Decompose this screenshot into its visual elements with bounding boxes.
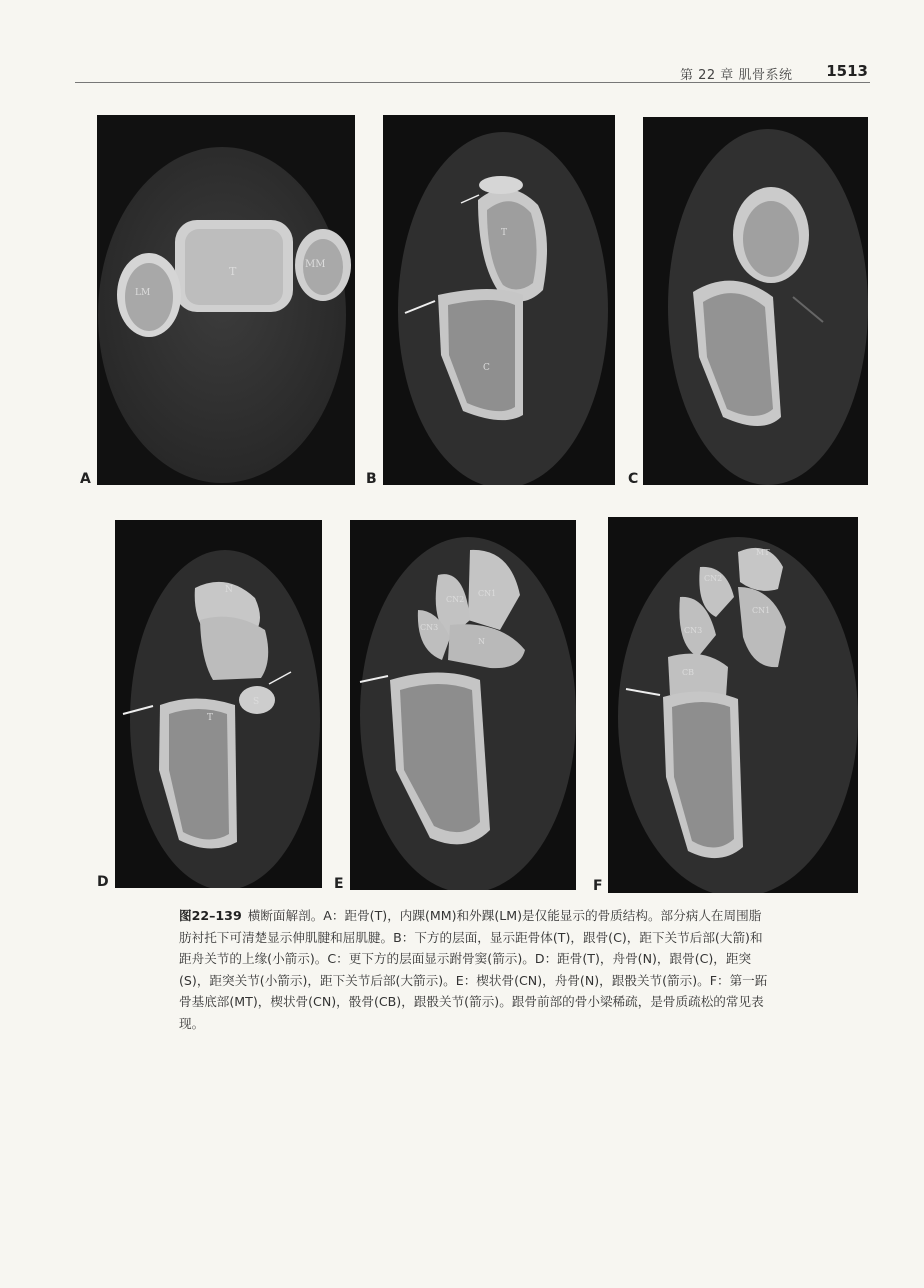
label-mm: MM	[305, 259, 326, 270]
label-cn3: CN3	[684, 626, 703, 635]
ct-image-b	[383, 115, 615, 485]
ct-image-d	[115, 520, 322, 888]
label-n: N	[478, 637, 485, 646]
running-header	[75, 58, 870, 83]
panel-label-a: A	[80, 471, 91, 487]
label-cn1: CN1	[478, 589, 497, 598]
ct-image-f	[608, 517, 858, 893]
label-mt: MT	[756, 548, 770, 557]
label-n: N	[225, 585, 233, 595]
label-t: T	[229, 265, 237, 278]
label-t: T	[207, 713, 214, 723]
label-cn2: CN2	[446, 595, 465, 604]
figure-number: 图22–139	[179, 908, 242, 923]
ct-image-e	[350, 520, 576, 890]
label-lm: LM	[135, 288, 151, 298]
label-t: T	[501, 228, 508, 238]
panel-label-f: F	[593, 878, 603, 894]
figure-caption	[179, 905, 769, 1034]
caption-text: 横断面解剖。A：距骨(T)，内踝(MM)和外踝(LM)是仅能显示的骨质结构。部分病人在周围脂肪衬托下可清楚显示伸肌腱和屈肌腱。B：下方的层面，显示距骨体(T)，跟骨(C)，距下关节后部(大箭)和距舟关节的上缘(小箭示)。C：更下方的层面显示跗骨窦(箭示)。D：距骨(T)，舟骨(N)，跟骨(C)，距突(S)，距突关节(小箭示)，距下关节后部(大箭示)。E：楔状骨(CN)，舟骨(N)，跟骰关节(箭示)。F：第一跖骨基底部(MT)，楔状骨(CN)，骰骨(CB)，跟骰关节(箭示)。跟骨前部的骨小梁稀疏，是骨质疏松的常见表现。	[179, 908, 768, 1031]
ct-image-a	[97, 115, 355, 485]
chapter-title: 第 22 章 肌骨系统	[680, 68, 793, 83]
label-c: C	[483, 363, 490, 373]
label-cn2: CN2	[704, 574, 723, 583]
label-s: S	[253, 697, 260, 707]
label-cb: CB	[682, 668, 694, 677]
label-cn1: CN1	[752, 606, 771, 615]
panel-label-c: C	[628, 471, 639, 487]
panel-label-d: D	[97, 874, 109, 890]
panel-label-b: B	[366, 471, 377, 487]
panel-label-e: E	[334, 876, 344, 892]
ct-image-c	[643, 117, 868, 485]
label-cn3: CN3	[420, 623, 439, 632]
page-number: 1513	[826, 62, 868, 80]
